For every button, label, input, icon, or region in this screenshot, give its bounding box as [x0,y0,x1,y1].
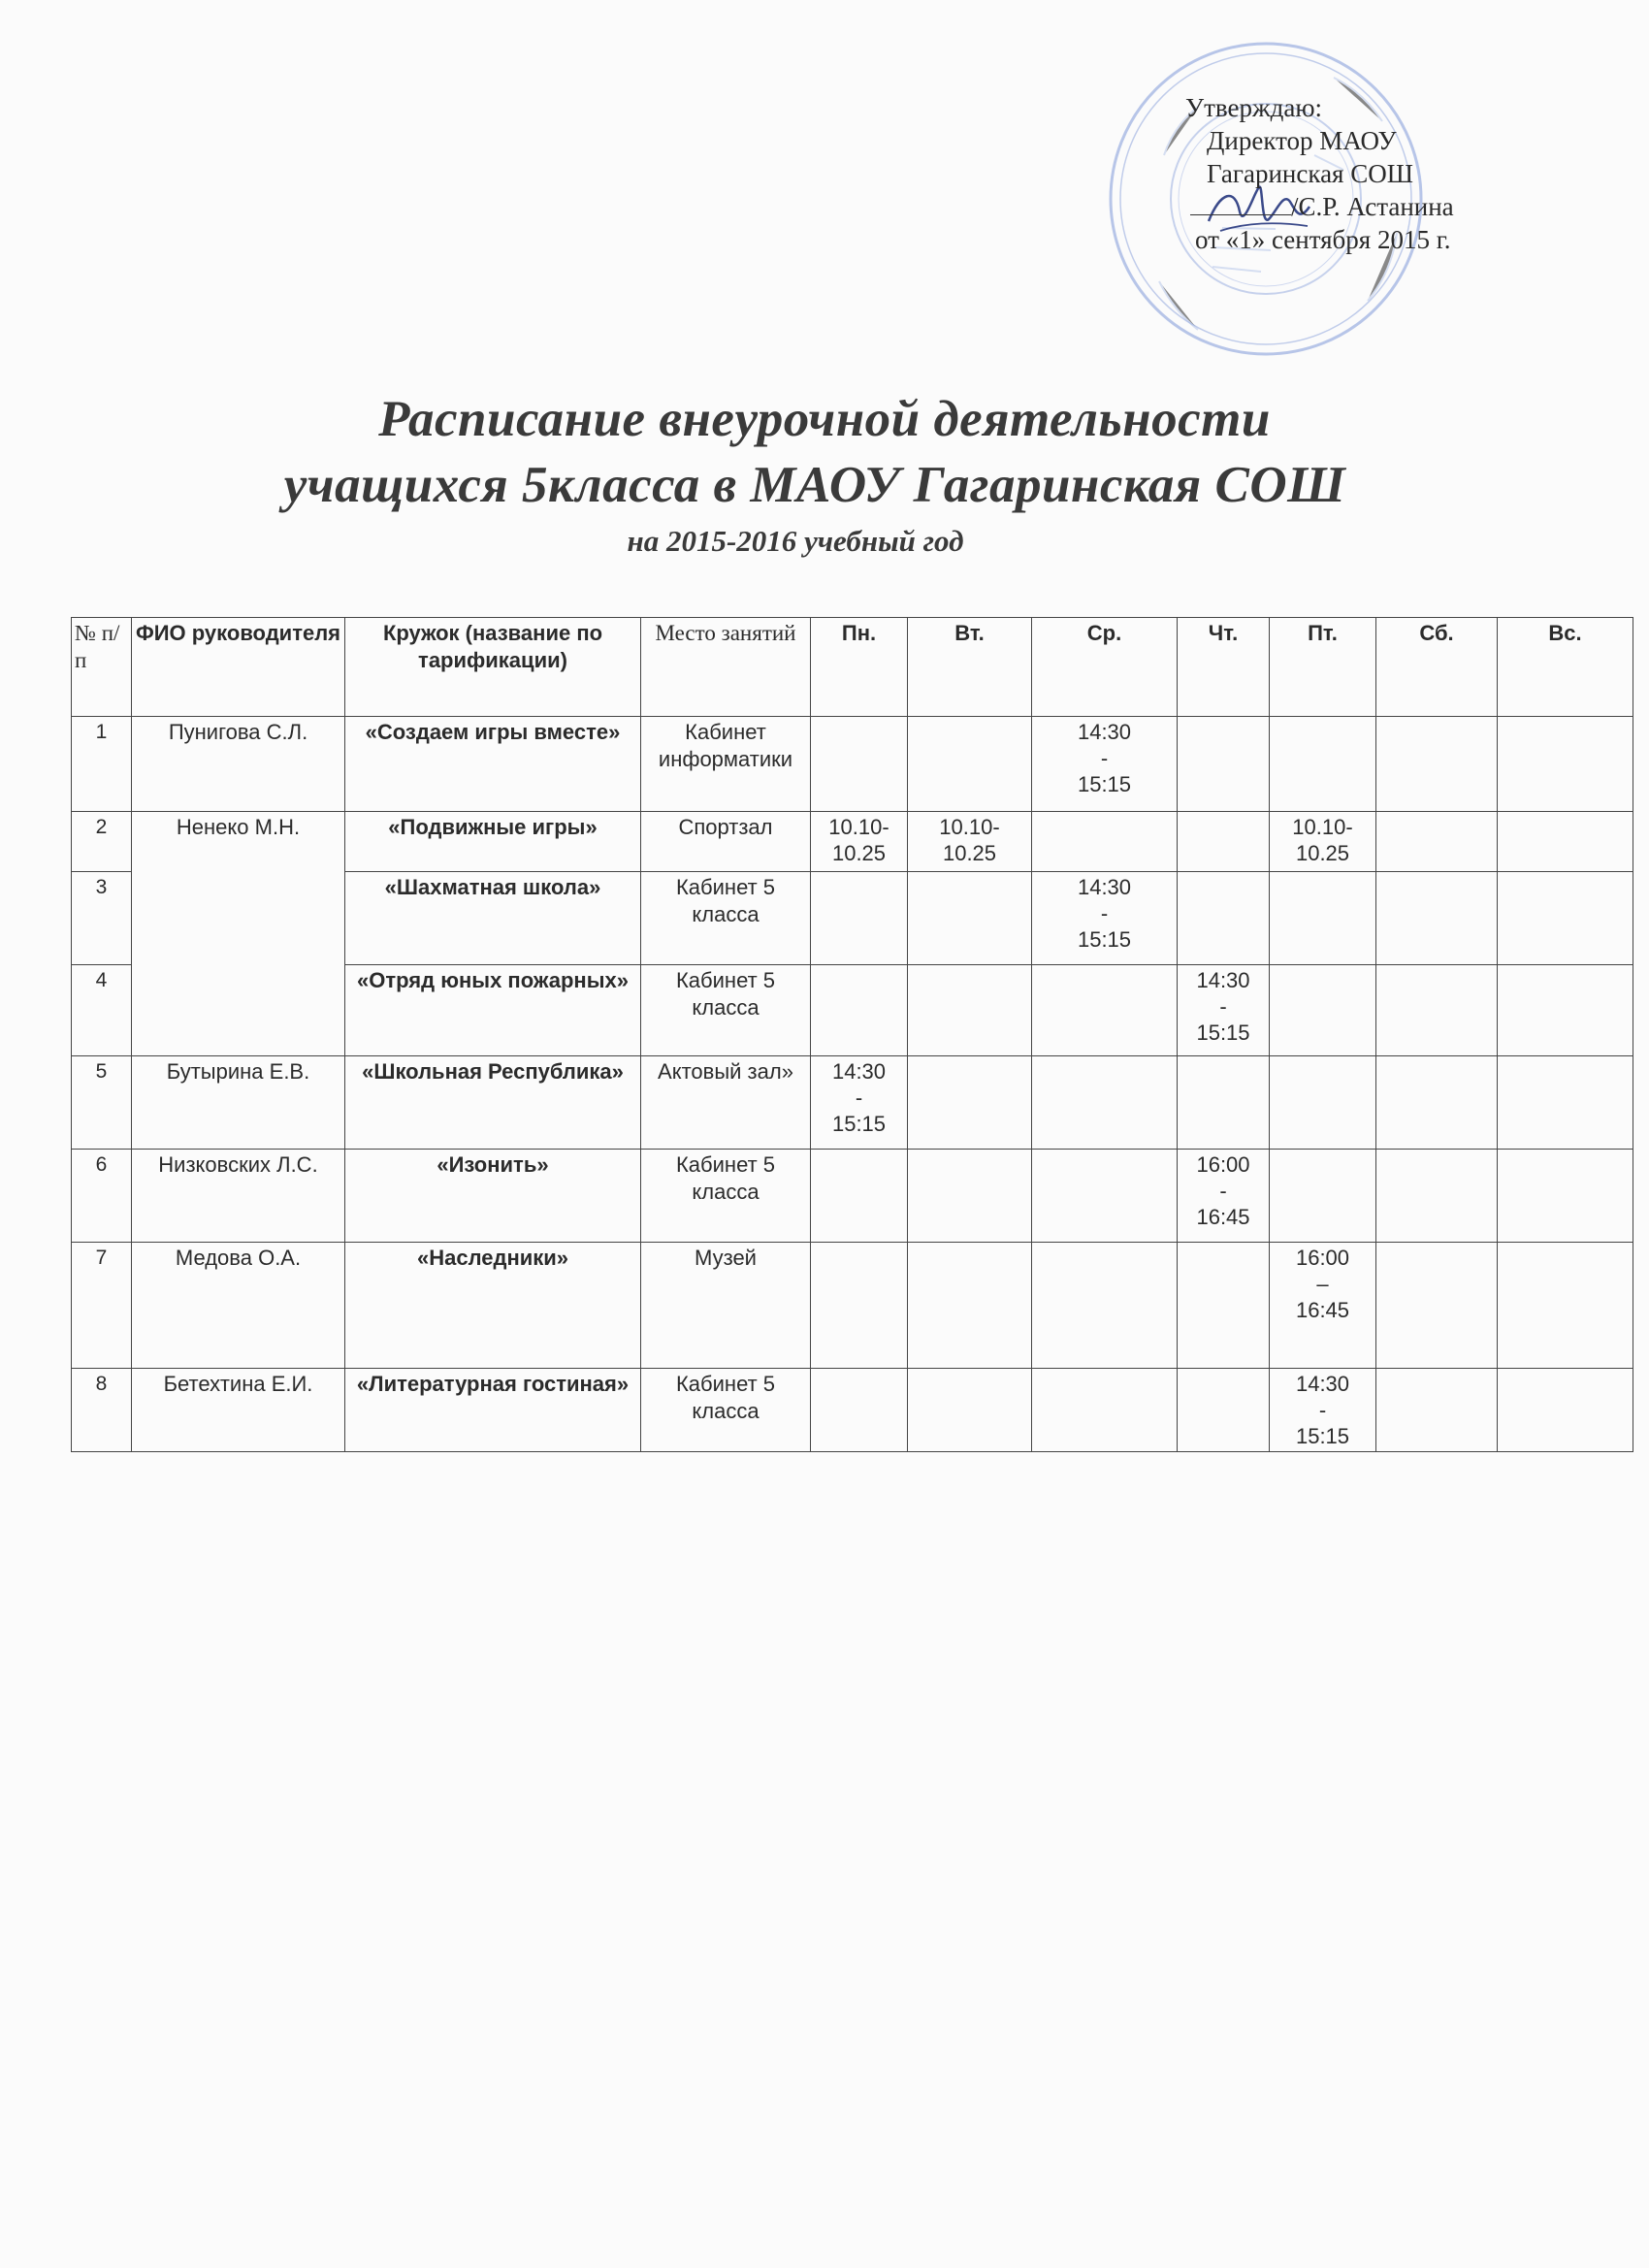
class-location: Кабинет 5 класса [641,965,811,1056]
approval-school: Гагаринская СОШ [1207,159,1413,188]
time-part: 15:15 [1196,1021,1250,1045]
time-part: - [855,1085,863,1110]
row-number: 3 [72,872,132,965]
time-part: 16:00 [1295,1246,1350,1270]
class-location: Кабинет информатики [641,717,811,812]
teacher-name: Низковских Л.С. [132,1150,345,1243]
header-fri: Пт. [1270,618,1376,717]
document-title: Расписание внеурочной деятельности [378,391,1271,447]
time-part: 16:45 [1196,1205,1250,1229]
signature-line [1190,193,1291,215]
time-part: 10.25 [942,841,997,865]
time-cell-tue [908,872,1032,965]
time-part: 16:45 [1295,1298,1350,1322]
time-part: 14:30 [1295,1372,1350,1396]
document-subtitle: учащихся 5класса в МАОУ Гагаринская СОШ [283,457,1346,513]
header-mon: Пн. [811,618,908,717]
school-year: на 2015-2016 учебный год [627,524,964,558]
time-part: – [1316,1272,1329,1296]
row-number: 1 [72,717,132,812]
class-location: Кабинет 5 класса [641,1369,811,1452]
time-cell-mon [811,872,908,965]
club-name: «Отряд юных пожарных» [345,965,641,1056]
time-part: 10.10- [1292,815,1353,839]
time-cell-mon [811,1369,908,1452]
time-part: 14:30 [1077,720,1132,744]
time-cell-thu [1178,717,1270,812]
time-cell-wed [1032,1056,1178,1150]
header-place: Место занятий [641,618,811,717]
time-cell-sun [1498,1243,1633,1369]
time-cell-mon [811,812,908,872]
time-part: 14:30 [831,1059,887,1084]
time-cell-wed [1032,1369,1178,1452]
approval-position: Директор МАОУ [1207,126,1397,155]
time-cell-wed [1032,872,1178,965]
time-cell-sun [1498,1150,1633,1243]
time-cell-wed [1032,812,1178,872]
approval-signer [1185,190,1454,223]
time-part: - [1219,1179,1227,1203]
time-cell-sat [1376,1150,1498,1243]
time-cell-fri [1270,965,1376,1056]
time-cell-fri [1270,1243,1376,1369]
row-number: 2 [72,812,132,872]
time-part: 15:15 [831,1112,887,1136]
time-cell-tue [908,812,1032,872]
time-part: 10.10- [828,815,889,839]
teacher-name: Ненеко М.Н. [132,812,345,1056]
time-cell-fri [1270,1369,1376,1452]
approval-block [1185,91,1454,256]
time-cell-tue [908,1369,1032,1452]
teacher-name: Бетехтина Е.И. [132,1369,345,1452]
row-number: 6 [72,1150,132,1243]
club-name: «Подвижные игры» [345,812,641,872]
time-cell-sun [1498,717,1633,812]
time-cell-tue [908,717,1032,812]
time-cell-sun [1498,1369,1633,1452]
time-cell-sun [1498,872,1633,965]
time-cell-wed [1032,1150,1178,1243]
table-row [72,1369,1633,1452]
club-name: «Создаем игры вместе» [345,717,641,812]
class-location: Спортзал [641,812,811,872]
time-cell-mon [811,1056,908,1150]
time-part: 15:15 [1077,772,1132,796]
time-cell-sat [1376,1369,1498,1452]
row-number: 8 [72,1369,132,1452]
time-part: 10.25 [1295,841,1350,865]
row-number: 7 [72,1243,132,1369]
schedule-table [71,617,1633,1452]
header-sat: Сб. [1376,618,1498,717]
teacher-name: Медова О.А. [132,1243,345,1369]
club-name: «Шахматная школа» [345,872,641,965]
time-cell-thu [1178,872,1270,965]
table-row [72,1056,1633,1150]
time-cell-thu [1178,1150,1270,1243]
time-cell-mon [811,1150,908,1243]
header-thu: Чт. [1178,618,1270,717]
table-row [72,1243,1633,1369]
time-part: 14:30 [1196,968,1250,992]
time-cell-fri [1270,1056,1376,1150]
approval-date: от «1» сентября 2015 г. [1195,225,1451,254]
time-cell-wed [1032,965,1178,1056]
time-cell-tue [908,965,1032,1056]
header-club: Кружок (название по тарификации) [345,618,641,717]
time-cell-thu [1178,1369,1270,1452]
time-part: 10.25 [831,841,887,865]
time-cell-thu [1178,965,1270,1056]
time-cell-tue [908,1150,1032,1243]
club-name: «Литературная гостиная» [345,1369,641,1452]
class-location: Кабинет 5 класса [641,872,811,965]
time-cell-sat [1376,1243,1498,1369]
time-cell-sun [1498,965,1633,1056]
club-name: «Наследники» [345,1243,641,1369]
time-cell-sun [1498,812,1633,872]
row-number: 4 [72,965,132,1056]
table-row [72,1150,1633,1243]
time-part: 14:30 [1077,875,1132,899]
time-part: - [1100,901,1109,925]
time-cell-sun [1498,1056,1633,1150]
time-cell-mon [811,717,908,812]
club-name: «Школьная Республика» [345,1056,641,1150]
time-cell-sat [1376,1056,1498,1150]
time-part: 10.10- [939,815,1000,839]
time-part: 16:00 [1196,1152,1250,1177]
time-cell-fri [1270,1150,1376,1243]
time-cell-thu [1178,812,1270,872]
approval-signer-name: /С.Р. Астанина [1291,192,1454,221]
time-cell-fri [1270,812,1376,872]
time-part: 15:15 [1077,927,1132,952]
time-cell-wed [1032,717,1178,812]
club-name: «Изонить» [345,1150,641,1243]
header-wed: Ср. [1032,618,1178,717]
teacher-name: Бутырина Е.В. [132,1056,345,1150]
time-cell-thu [1178,1243,1270,1369]
table-body [72,717,1633,1452]
time-cell-mon [811,965,908,1056]
table-row [72,717,1633,812]
time-part: - [1318,1398,1327,1422]
header-teacher: ФИО руководителя [132,618,345,717]
header-sun: Вс. [1498,618,1633,717]
time-part: - [1219,994,1227,1019]
approval-heading: Утверждаю: [1185,93,1323,122]
time-cell-mon [811,1243,908,1369]
time-cell-wed [1032,1243,1178,1369]
class-location: Кабинет 5 класса [641,1150,811,1243]
teacher-name: Пунигова С.Л. [132,717,345,812]
time-part: - [1100,746,1109,770]
header-tue: Вт. [908,618,1032,717]
time-cell-fri [1270,717,1376,812]
table-row [72,812,1633,872]
time-cell-fri [1270,872,1376,965]
time-part: 15:15 [1295,1424,1350,1448]
time-cell-thu [1178,1056,1270,1150]
time-cell-sat [1376,872,1498,965]
time-cell-sat [1376,717,1498,812]
class-location: Актовый зал» [641,1056,811,1150]
row-number: 5 [72,1056,132,1150]
header-num: № п/п [72,618,132,717]
time-cell-sat [1376,965,1498,1056]
time-cell-tue [908,1056,1032,1150]
table-header-row [72,618,1633,717]
time-cell-tue [908,1243,1032,1369]
time-cell-sat [1376,812,1498,872]
class-location: Музей [641,1243,811,1369]
